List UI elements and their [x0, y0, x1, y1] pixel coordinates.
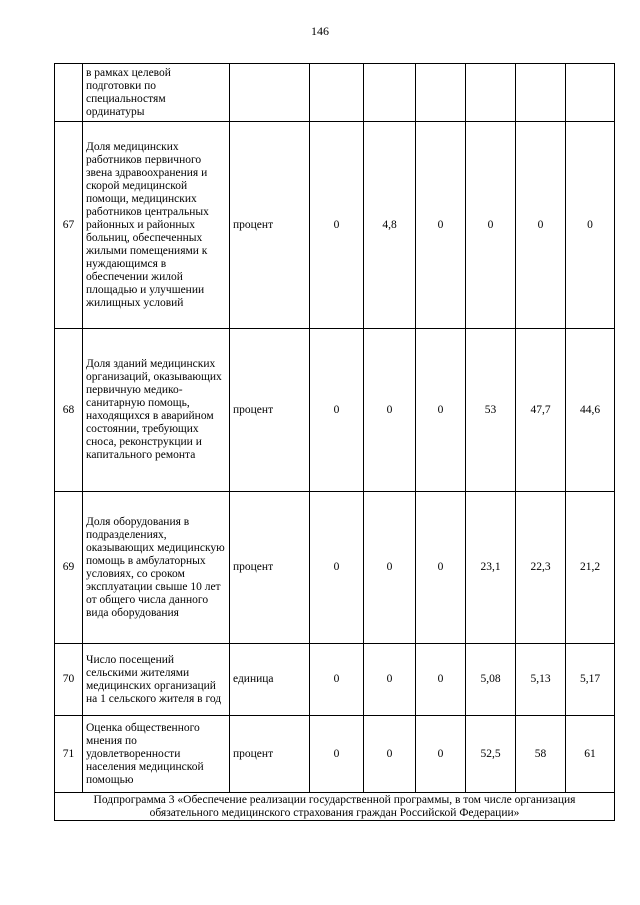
indicator-name: Число посещений сельскими жителями медицинских организаций на 1 сельского жителя в год [83, 644, 230, 716]
value-cell: 0 [310, 644, 364, 716]
row-number: 67 [55, 122, 83, 329]
value-cell [466, 64, 516, 122]
value-cell [566, 64, 615, 122]
unit-of-measure: процент [230, 122, 310, 329]
value-cell: 5,08 [466, 644, 516, 716]
value-cell: 0 [364, 492, 416, 644]
value-cell: 0 [364, 329, 416, 492]
row-number: 69 [55, 492, 83, 644]
row-number [55, 64, 83, 122]
value-cell: 5,17 [566, 644, 615, 716]
value-cell: 22,3 [516, 492, 566, 644]
value-cell: 0 [310, 716, 364, 793]
table-row [55, 644, 615, 716]
table-row [55, 716, 615, 793]
value-cell: 0 [416, 716, 466, 793]
value-cell: 0 [310, 329, 364, 492]
value-cell: 44,6 [566, 329, 615, 492]
page-number: 146 [311, 24, 329, 38]
value-cell: 0 [566, 122, 615, 329]
value-cell: 0 [416, 492, 466, 644]
indicator-name: в рамках целевой подготовки по специальностям ординатуры [83, 64, 230, 122]
value-cell: 5,13 [516, 644, 566, 716]
value-cell: 0 [364, 644, 416, 716]
unit-of-measure: единица [230, 644, 310, 716]
indicators-table [54, 63, 615, 821]
table-row [55, 64, 615, 122]
value-cell: 61 [566, 716, 615, 793]
value-cell: 23,1 [466, 492, 516, 644]
row-number: 70 [55, 644, 83, 716]
value-cell: 0 [516, 122, 566, 329]
indicator-name: Доля зданий медицинских организаций, оказывающих первичную медико-санитарную помощь, находящихся в аварийном состоянии, требующих сноса, реконструкции и капитального ремонта [83, 329, 230, 492]
indicator-name: Доля медицинских работников первичного звена здравоохранения и скорой медицинской помощи, медицинских работников центральных районных и районных больниц, обеспеченных жилыми помещениями к нуждающимся в обеспечении жилой площадью и улучшении жилищных условий [83, 122, 230, 329]
value-cell: 0 [466, 122, 516, 329]
unit-of-measure [230, 64, 310, 122]
value-cell: 58 [516, 716, 566, 793]
value-cell: 0 [416, 329, 466, 492]
value-cell: 52,5 [466, 716, 516, 793]
indicator-name: Оценка общественного мнения по удовлетворенности населения медицинской помощью [83, 716, 230, 793]
value-cell [416, 64, 466, 122]
row-number: 71 [55, 716, 83, 793]
subprogram-title: Подпрограмма 3 «Обеспечение реализации государственной программы, в том числе организация обязательного медицинского страхования граждан Российской Федерации» [55, 793, 615, 821]
value-cell: 0 [310, 122, 364, 329]
table-row [55, 122, 615, 329]
unit-of-measure: процент [230, 492, 310, 644]
indicator-name: Доля оборудования в подразделениях, оказывающих медицинскую помощь в амбулаторных условиях, со сроком эксплуатации свыше 10 лет от общего числа данного вида оборудования [83, 492, 230, 644]
value-cell: 4,8 [364, 122, 416, 329]
row-number: 68 [55, 329, 83, 492]
value-cell [516, 64, 566, 122]
value-cell: 21,2 [566, 492, 615, 644]
value-cell: 0 [310, 492, 364, 644]
value-cell: 0 [416, 644, 466, 716]
table-row [55, 492, 615, 644]
table-row [55, 329, 615, 492]
value-cell: 0 [364, 716, 416, 793]
subprogram-row [55, 793, 615, 821]
unit-of-measure: процент [230, 329, 310, 492]
value-cell [310, 64, 364, 122]
value-cell: 53 [466, 329, 516, 492]
unit-of-measure: процент [230, 716, 310, 793]
value-cell: 0 [416, 122, 466, 329]
value-cell [364, 64, 416, 122]
value-cell: 47,7 [516, 329, 566, 492]
